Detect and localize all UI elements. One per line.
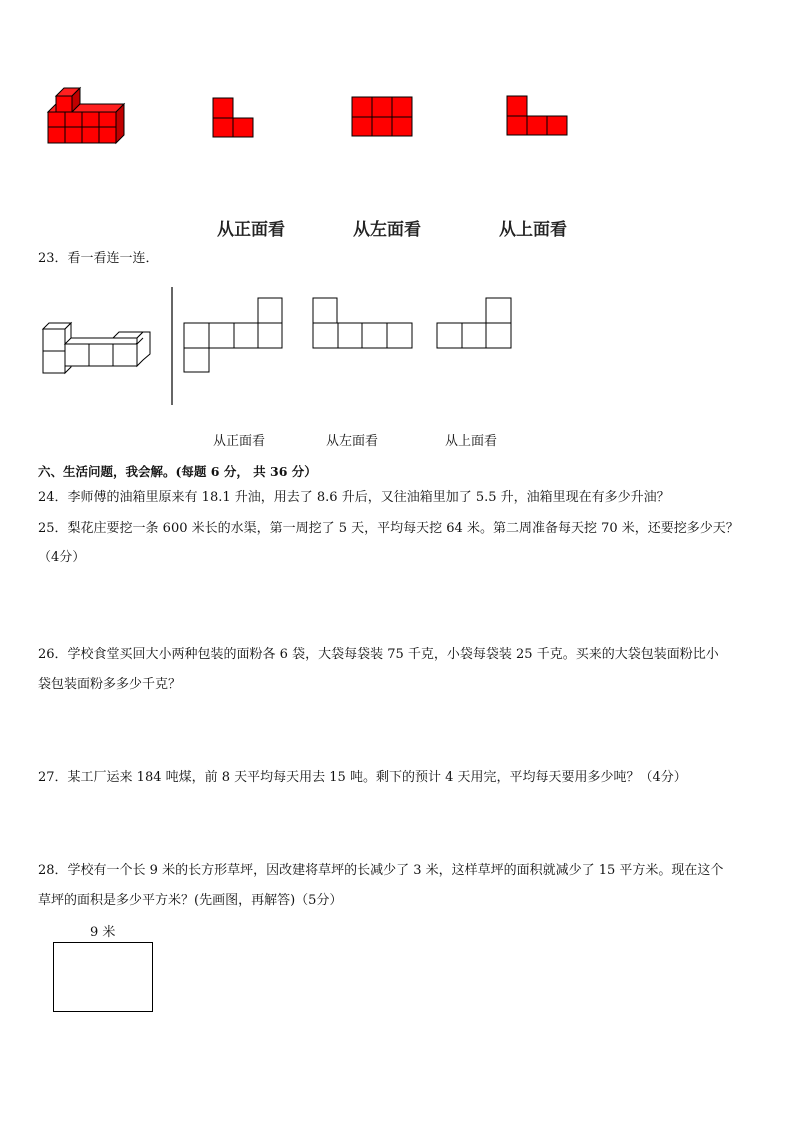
lawn-length-label: 9 米 [90,925,116,940]
question-25-line1: 25．梨花庄要挖一条 600 米长的水渠，第一周挖了 5 天，平均每天挖 64 米。第二周准备每天挖 70 米，还要挖多少天？ [38,521,739,536]
red-cube-solid-figure [40,82,130,147]
view-shape-left [312,297,414,351]
question-27: 27．某工厂运来 184 吨煤，前 8 天平均每天用去 15 吨。剩下的预计 4 天用完，平均每天要用多少吨？（4分） [38,770,687,785]
q23-label-front: 从正面看 [213,434,266,449]
question-28-line2: 草坪的面积是多少平方米？(先画图，再解答)（5分） [38,893,343,908]
section-6-title: 六、生活问题，我会解。(每题 6 分， 共 36 分） [38,464,317,479]
view-shape-front [182,297,284,375]
lawn-rectangle [53,942,153,1012]
view-shape-top [435,297,515,351]
q23-title: 23．看一看连一连． [38,251,159,266]
question-26-line2: 袋包装面粉多多少千克？ [38,677,182,692]
q22-label-top: 从上面看 [499,220,567,240]
white-cube-solid-figure [40,320,155,376]
question-28-line1: 28．学校有一个长 9 米的长方形草坪，因改建将草坪的长减少了 3 米，这样草坪的面积就减少了 15 平方米。现在这个 [38,863,724,878]
q22-label-left: 从左面看 [353,220,421,240]
q23-label-top: 从上面看 [445,434,498,449]
q22-label-front: 从正面看 [217,220,285,240]
divider-line [171,287,174,407]
q23-label-left: 从左面看 [326,434,379,449]
red-view-shape-2 [351,96,415,138]
red-view-shape-1 [212,97,257,139]
red-view-shape-3 [506,95,570,137]
question-25-line2: （4分） [38,550,86,565]
question-24: 24．李师傅的油箱里原来有 18.1 升油，用去了 8.6 升后，又往油箱里加了 5.5 升，油箱里现在有多少升油？ [38,490,670,505]
question-26-line1: 26．学校食堂买回大小两种包装的面粉各 6 袋，大袋每袋装 75 千克，小袋每袋装 25 千克。买来的大袋包装面粉比小 [38,647,719,662]
